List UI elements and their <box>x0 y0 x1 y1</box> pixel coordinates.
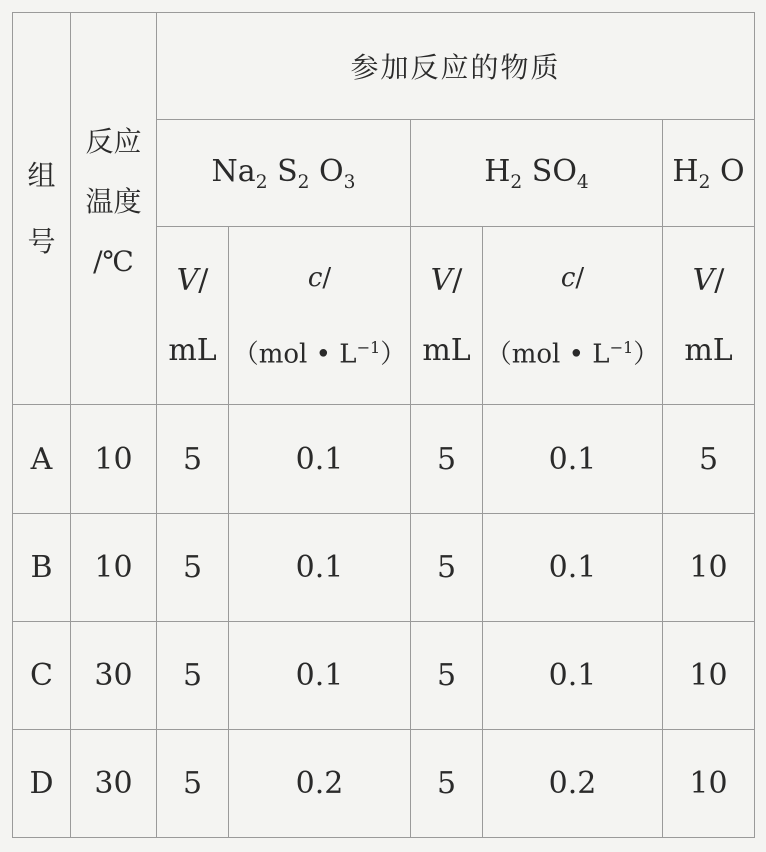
na2s2o3-concentration-cell: 0.1 <box>229 405 411 513</box>
substance-na2s2o3-header: $Na_2$ $S_2$ $O_3$ <box>157 120 411 227</box>
na2s2o3-concentration-cell: 0.1 <box>229 621 411 729</box>
substance-h2so4-header: $H_2$ $SO_4$ <box>411 120 663 227</box>
group-header <box>13 13 71 405</box>
na2s2o3-concentration-unit-header: c/ （mol • $L^{-1}$） <box>229 227 411 405</box>
na2s2o3-concentration-cell: 0.1 <box>229 513 411 621</box>
na2s2o3-concentration-cell: 0.2 <box>229 729 411 837</box>
h2so4-concentration-cell: 0.1 <box>483 405 663 513</box>
h2o-volume-cell: 10 <box>663 729 755 837</box>
temperature-header-line2: 温度 <box>85 184 142 218</box>
h2so4-concentration-cell: 0.1 <box>483 621 663 729</box>
table-row <box>13 621 755 729</box>
h2o-volume-unit-header: V/ mL <box>663 227 755 405</box>
reactants-header: 参加反应的物质 <box>157 13 755 120</box>
temperature-header-line3: /℃ <box>93 244 134 278</box>
table-row <box>13 405 755 513</box>
h2o-volume-cell: 10 <box>663 513 755 621</box>
na2s2o3-volume-cell: 5 <box>157 729 229 837</box>
na2s2o3-volume-unit-header: V/ mL <box>157 227 229 405</box>
table-row <box>13 729 755 837</box>
temperature-header-line1: 反应 <box>85 124 142 158</box>
group-cell: A <box>13 405 71 513</box>
temperature-cell: 30 <box>71 729 157 837</box>
na2s2o3-volume-cell: 5 <box>157 621 229 729</box>
table-row <box>13 513 755 621</box>
h2so4-concentration-cell: 0.1 <box>483 513 663 621</box>
group-cell: B <box>13 513 71 621</box>
temperature-cell: 10 <box>71 513 157 621</box>
substance-h2o-header: $H_2$ O <box>663 120 755 227</box>
reaction-conditions-table <box>12 12 755 838</box>
na2s2o3-volume-cell: 5 <box>157 405 229 513</box>
temperature-cell: 30 <box>71 621 157 729</box>
group-cell: C <box>13 621 71 729</box>
h2so4-volume-unit-header: V/ mL <box>411 227 483 405</box>
h2so4-volume-cell: 5 <box>411 621 483 729</box>
h2so4-volume-cell: 5 <box>411 729 483 837</box>
group-header-text: 组号 <box>27 158 56 258</box>
h2so4-volume-cell: 5 <box>411 405 483 513</box>
temperature-header <box>71 13 157 405</box>
group-cell: D <box>13 729 71 837</box>
h2so4-concentration-unit-header: c/ （mol • $L^{-1}$） <box>483 227 663 405</box>
h2o-volume-cell: 10 <box>663 621 755 729</box>
na2s2o3-volume-cell: 5 <box>157 513 229 621</box>
h2so4-volume-cell: 5 <box>411 513 483 621</box>
h2o-volume-cell: 5 <box>663 405 755 513</box>
temperature-cell: 10 <box>71 405 157 513</box>
h2so4-concentration-cell: 0.2 <box>483 729 663 837</box>
